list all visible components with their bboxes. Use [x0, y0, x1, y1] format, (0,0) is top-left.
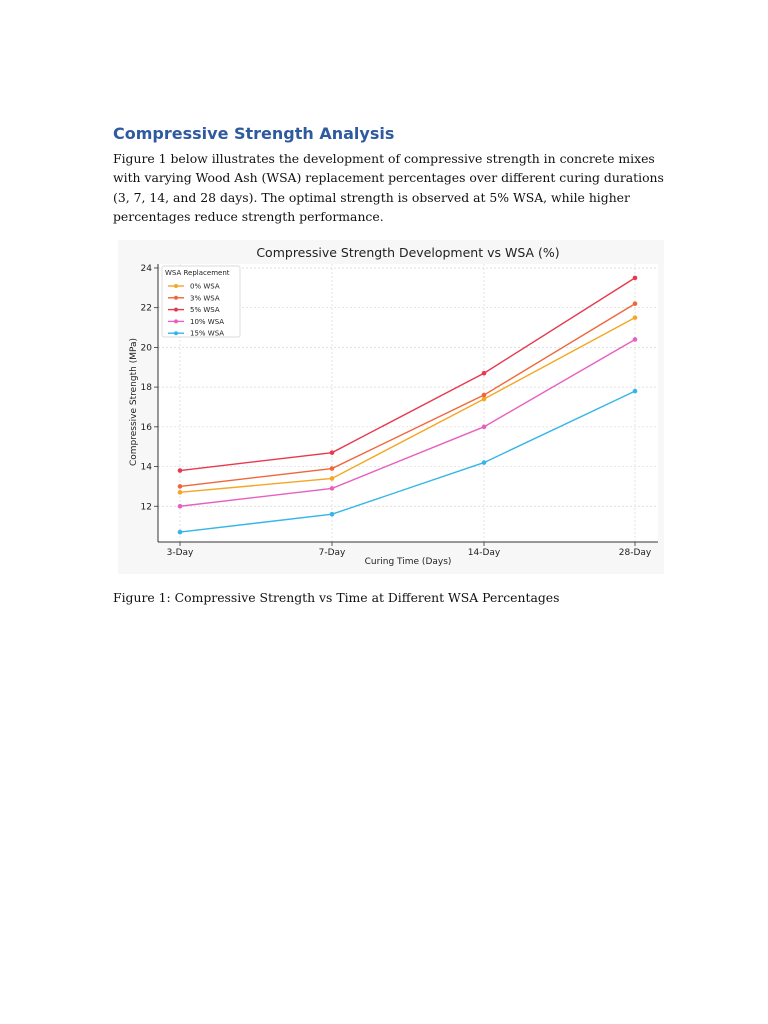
x-axis-label: Curing Time (Days): [364, 557, 452, 567]
chart-title: Compressive Strength Development vs WSA (%): [256, 245, 560, 260]
data-point: [330, 512, 335, 517]
legend-label: 10% WSA: [190, 317, 225, 326]
legend-swatch-marker: [174, 331, 178, 335]
legend-swatch-marker: [174, 319, 178, 323]
legend-label: 0% WSA: [190, 282, 220, 291]
legend-swatch-marker: [174, 296, 178, 300]
figure-chart: [118, 240, 664, 574]
line-chart: [118, 240, 664, 574]
data-point: [178, 504, 183, 509]
legend-title: WSA Replacement: [165, 269, 230, 277]
data-point: [178, 490, 183, 495]
data-point: [482, 397, 487, 402]
legend-swatch-marker: [174, 284, 178, 288]
y-tick-label: 18: [140, 383, 152, 394]
data-point: [482, 425, 487, 430]
x-tick-label: 3-Day: [166, 548, 194, 558]
y-tick-label: 14: [140, 462, 152, 473]
data-point: [633, 389, 638, 394]
data-point: [178, 530, 183, 535]
x-tick-label: 7-Day: [318, 548, 346, 558]
legend-label: 3% WSA: [190, 294, 220, 303]
y-axis-label: Compressive Strength (MPa): [129, 337, 139, 467]
data-point: [330, 466, 335, 471]
data-point: [178, 468, 183, 473]
y-tick-label: 20: [140, 343, 152, 354]
y-tick-label: 16: [140, 422, 152, 433]
section-heading: Compressive Strength Analysis: [113, 124, 395, 143]
data-point: [482, 460, 487, 465]
data-point: [633, 276, 638, 281]
x-tick-label: 28-Day: [618, 548, 652, 558]
y-tick-label: 24: [140, 263, 152, 274]
data-point: [633, 301, 638, 306]
body-paragraph: Figure 1 below illustrates the development of compressive strength in concrete mixes with varying Wood Ash (WSA) replacement percentages over different curing durations (3, 7, 14, and 28 days). The optimal strength is observed at 5% WSA, while higher percentages reduce strength performance.: [113, 151, 664, 224]
legend-label: 15% WSA: [190, 329, 225, 338]
x-tick-label: 14-Day: [467, 548, 501, 558]
legend-swatch-marker: [174, 308, 178, 312]
data-point: [330, 476, 335, 481]
y-tick-label: 22: [140, 303, 152, 314]
y-tick-label: 12: [140, 502, 152, 513]
legend-label: 5% WSA: [190, 306, 220, 315]
data-point: [330, 486, 335, 491]
data-point: [633, 315, 638, 320]
data-point: [633, 337, 638, 342]
data-point: [482, 371, 487, 376]
legend: [162, 266, 240, 338]
data-point: [482, 393, 487, 398]
figure-caption: Figure 1: Compressive Strength vs Time at Different WSA Percentages: [113, 590, 560, 605]
data-point: [178, 484, 183, 489]
data-point: [330, 450, 335, 455]
